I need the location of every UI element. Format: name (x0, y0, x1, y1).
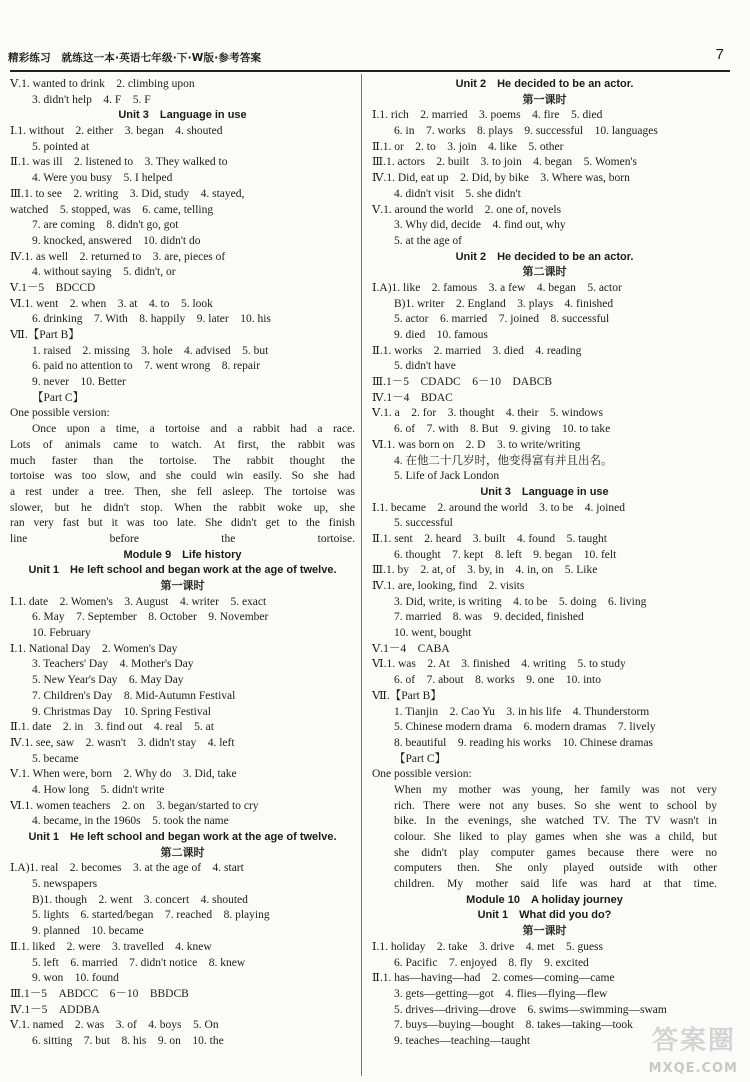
answer-line: line before the tortoise. (10, 532, 355, 545)
answer-line: 5. New Year's Day 6. May Day (32, 674, 184, 687)
answer-line: 6. May 7. September 8. October 9. November (32, 611, 269, 624)
answer-line: Ⅳ.1. Did, eat up 2. Did, by bike 3. Where was, born (372, 172, 630, 185)
answer-line: Ⅶ.【Part B】 (372, 689, 442, 702)
answer-line: 9. won 10. found (32, 972, 119, 985)
answer-line: Ⅰ.1. became 2. around the world 3. to be 4. joined (372, 501, 626, 514)
answer-line: 5. left 6. married 7. didn't notice 8. knew (32, 956, 246, 969)
answer-line: 5. Chinese modern drama 6. modern dramas 7. lively (394, 721, 656, 734)
answer-line: Ⅳ.1. are, looking, find 2. visits (372, 580, 525, 592)
answer-line: 4. became, in the 1960s 5. took the name (32, 815, 229, 828)
answer-line: computers then. She only played outside with other (394, 862, 717, 875)
answer-line: 10. went, bought (394, 627, 472, 640)
answer-line: Ⅳ.1. as well 2. returned to 3. are, pieces of (10, 250, 226, 263)
answer-line: Ⅵ.1. went 2. when 3. at 4. to 5. look (10, 297, 213, 310)
page-number: 7 (715, 46, 724, 63)
answer-line: One possible version: (10, 407, 110, 420)
answer-line: 9. died 10. famous (394, 329, 488, 341)
answer-line: Ⅱ.1. or 2. to 3. join 4. like 5. other (372, 140, 564, 153)
answer-line: Ⅴ.1. wanted to drink 2. climbing upon (10, 78, 195, 90)
answer-line: rich. There were not any buses. So she went to school by (394, 799, 717, 812)
answer-line: 6. sitting 7. but 8. his 9. on 10. the (32, 1034, 224, 1047)
answer-line: 5. successful (394, 517, 453, 530)
answer-line: 5. became (32, 752, 79, 765)
answer-line: Ⅱ.1. was ill 2. listened to 3. They walked to (10, 156, 228, 169)
answer-line: Ⅲ.1. by 2. at, of 3. by, in 4. in, on 5. Like (372, 564, 598, 577)
section-heading: Unit 3 Language in use (118, 109, 247, 122)
answer-line: much faster than the tortoise. The rabbit thought the (10, 454, 355, 467)
answer-line: 6. in 7. works 8. plays 9. successful 10. languages (394, 125, 658, 138)
answer-line: Ⅵ.1. women teachers 2. on 3. began/started to cry (10, 799, 259, 812)
answer-line: children. My mother said life was hard at that time. (394, 878, 717, 891)
answer-line: 6. of 7. with 8. But 9. giving 10. to take (394, 423, 611, 436)
answer-line: 3. gets—getting—got 4. flies—flying—flew (394, 987, 608, 1000)
section-heading: Module 9 Life history (123, 548, 242, 561)
answer-line: Ⅰ.1. without 2. either 3. began 4. shouted (10, 125, 223, 138)
watermark-bottom-text: MXQE.COM (648, 1061, 738, 1076)
answer-line: Ⅲ.1－5 CDADC 6－10 DABCB (372, 376, 553, 389)
section-heading: Unit 2 He decided to be an actor. (455, 78, 634, 90)
answer-line: Ⅵ.1. was born on 2. D 3. to write/writing (372, 438, 581, 451)
answer-line: Ⅴ.1. a 2. for 3. thought 4. their 5. windows (372, 407, 603, 420)
answer-line: 6. paid no attention to 7. went wrong 8. repair (32, 360, 261, 373)
answer-line: 5. at the age of (394, 234, 463, 247)
answer-line: ran very fast but it was too late. She didn't get to the finish (10, 517, 355, 530)
answer-line: Ⅲ.1. actors 2. built 3. to join 4. began 5. Women's (372, 156, 637, 169)
answer-line: Ⅱ.1. liked 2. were 3. travelled 4. knew (10, 940, 212, 953)
answer-line: 1. raised 2. missing 3. hole 4. advised 5. but (32, 344, 269, 357)
answer-line: Ⅴ.1. around the world 2. one of, novels (372, 203, 562, 216)
answer-line: 【Part C】 (32, 391, 85, 404)
answer-line: 9. knocked, answered 10. didn't do (32, 234, 201, 247)
answer-line: Ⅵ.1. was 2. At 3. finished 4. writing 5. to study (372, 658, 626, 671)
answer-line: 5. didn't have (394, 360, 456, 373)
answer-line: 9. planned 10. became (32, 925, 144, 938)
watermark-logo (612, 1016, 742, 1078)
answer-line: 7. Children's Day 8. Mid-Autumn Festival (32, 689, 236, 702)
answer-line: 6. of 7. about 8. works 9. one 10. into (394, 674, 601, 687)
answer-line: Ⅱ.1. works 2. married 3. died 4. reading (372, 344, 582, 357)
answer-line: 4. without saying 5. didn't, or (32, 266, 176, 279)
answer-line: Ⅰ.1. date 2. Women's 3. August 4. writer 5. exact (10, 595, 267, 608)
answer-line: Ⅱ.1. has—having—had 2. comes—coming—came (372, 972, 615, 985)
answer-line: 3. Did, write, is writing 4. to be 5. doing 6. living (394, 595, 647, 608)
section-heading: Unit 1 He left school and began work at the age of twelve. (28, 831, 337, 843)
section-heading: 第二课时 (522, 266, 567, 279)
answer-line: 【Part C】 (394, 752, 447, 765)
answer-line: Ⅱ.1. sent 2. heard 3. built 4. found 5. taught (372, 532, 607, 545)
answer-line: Lots of animals came to watch. At first, the rabbit was (10, 438, 355, 451)
section-heading: Unit 1 He left school and began work at the age of twelve. (28, 564, 337, 577)
answer-line: Ⅰ.1. holiday 2. take 3. drive 4. met 5. guess (372, 940, 603, 953)
answer-line: 5. drives—driving—drove 6. swims—swimming—swam (394, 1003, 667, 1016)
answer-line: colour. She liked to play games when she was a child, but (394, 831, 717, 843)
answer-line: watched 5. stopped, was 6. came, telling (10, 203, 214, 216)
answer-line: Ⅰ.1. National Day 2. Women's Day (10, 642, 178, 655)
answer-line: B)1. though 2. went 3. concert 4. shouted (32, 893, 248, 906)
answer-line: 4. Were you busy 5. I helped (32, 172, 173, 185)
answer-line: 6. drinking 7. With 8. happily 9. later 10. his (32, 313, 271, 326)
answer-line: 4. 在他二十几岁时，他变得富有并且出名。 (394, 454, 613, 467)
section-heading: Module 10 A holiday journey (466, 893, 623, 906)
answer-line: 3. didn't help 4. F 5. F (32, 93, 151, 106)
watermark-top-text: 答案圈 (651, 1026, 736, 1056)
section-heading: 第一课时 (160, 580, 205, 592)
answer-line: Once upon a time, a tortoise and a rabbit had a race. (32, 423, 355, 436)
answer-line: 7. buys—buying—bought 8. takes—taking—took (394, 1019, 633, 1032)
answer-line: Ⅳ.1－4 BDAC (372, 391, 453, 404)
answer-line: 5. actor 6. married 7. joined 8. successful (394, 313, 610, 326)
answer-line: 1. Tianjin 2. Cao Yu 3. in his life 4. Thunderstorm (394, 705, 650, 718)
answer-line: When my mother was young, her family was not very (394, 783, 717, 796)
section-heading: 第二课时 (160, 846, 205, 859)
answer-line: Ⅰ.1. rich 2. married 3. poems 4. fire 5. died (372, 109, 603, 122)
section-heading: Unit 3 Language in use (480, 485, 609, 498)
answer-line: B)1. writer 2. England 3. plays 4. finished (394, 297, 614, 310)
right-column (372, 77, 717, 1050)
answer-line: 6. Pacific 7. enjoyed 8. fly 9. excited (394, 956, 589, 969)
answer-line: Ⅴ.1. named 2. was 3. of 4. boys 5. On (10, 1019, 219, 1032)
answer-line: 8. beautiful 9. reading his works 10. Chinese dramas (394, 736, 654, 749)
answer-line: Ⅴ.1－5 BDCCD (10, 281, 96, 294)
section-heading: Unit 2 He decided to be an actor. (455, 250, 634, 263)
answer-line: 5. pointed at (32, 140, 90, 153)
answer-line: 5. lights 6. started/began 7. reached 8. playing (32, 909, 270, 922)
answer-line: tortoise was too slow, and she could win easily. So she had (10, 470, 355, 483)
answer-line: Ⅳ.1－5 ADDBA (10, 1003, 100, 1016)
answer-line: she didn't play computer games because there were no (394, 846, 717, 859)
answer-line: 9. teaches—teaching—taught (394, 1034, 531, 1047)
answer-line: 3. Why did, decide 4. find out, why (394, 219, 566, 232)
answer-line: 6. thought 7. kept 8. left 9. began 10. felt (394, 548, 617, 561)
answer-line: Ⅳ.1. see, saw 2. wasn't 3. didn't stay 4. left (10, 736, 235, 749)
answer-line: 4. didn't visit 5. she didn't (394, 187, 521, 200)
answer-line: Ⅰ.A)1. like 2. famous 3. a few 4. began 5. actor (372, 281, 622, 294)
column-divider (361, 74, 362, 1076)
answer-line: a rest under a tree. Then, she fell asleep. The tortoise was (10, 485, 355, 498)
section-heading: 第一课时 (522, 93, 567, 106)
answer-line: 9. Christmas Day 10. Spring Festival (32, 705, 211, 718)
header-rule (10, 70, 730, 72)
answer-line: 3. Teachers' Day 4. Mother's Day (32, 658, 194, 671)
answer-line: One possible version: (372, 768, 472, 781)
answer-line: Ⅴ.1－4 CABA (372, 642, 450, 655)
answer-line: 9. never 10. Better (32, 376, 126, 389)
answer-line: Ⅶ.【Part B】 (10, 329, 80, 341)
answer-line: 5. Life of Jack London (394, 470, 500, 483)
answer-line: Ⅲ.1－5 ABDCC 6－10 BBDCB (10, 987, 189, 1000)
page-header (8, 2, 730, 72)
answer-line: 4. How long 5. didn't write (32, 783, 165, 796)
answer-line: Ⅴ.1. When were, born 2. Why do 3. Did, take (10, 768, 237, 781)
answer-line: Ⅰ.A)1. real 2. becomes 3. at the age of 4. start (10, 862, 244, 875)
section-heading: Unit 1 What did you do? (477, 909, 612, 922)
answer-line: slower, but he didn't stop. When the rabbit woke up, she (10, 501, 355, 514)
answer-line: 5. newspapers (32, 878, 98, 891)
answer-line: 10. February (32, 627, 91, 640)
section-heading: 第一课时 (522, 925, 567, 938)
answer-line: bike. In the evenings, she watched TV. The TV wasn't in (394, 815, 717, 828)
answer-line: Ⅱ.1. date 2. in 3. find out 4. real 5. at (10, 721, 214, 734)
answer-line: 7. married 8. was 9. decided, finished (394, 611, 584, 624)
left-column (10, 77, 355, 1050)
header-title: 精彩练习 就练这一本·英语七年级·下·W版·参考答案 (8, 52, 262, 64)
answer-line: 7. are coming 8. didn't go, got (32, 219, 179, 232)
answer-line: Ⅲ.1. to see 2. writing 3. Did, study 4. stayed, (10, 187, 245, 200)
